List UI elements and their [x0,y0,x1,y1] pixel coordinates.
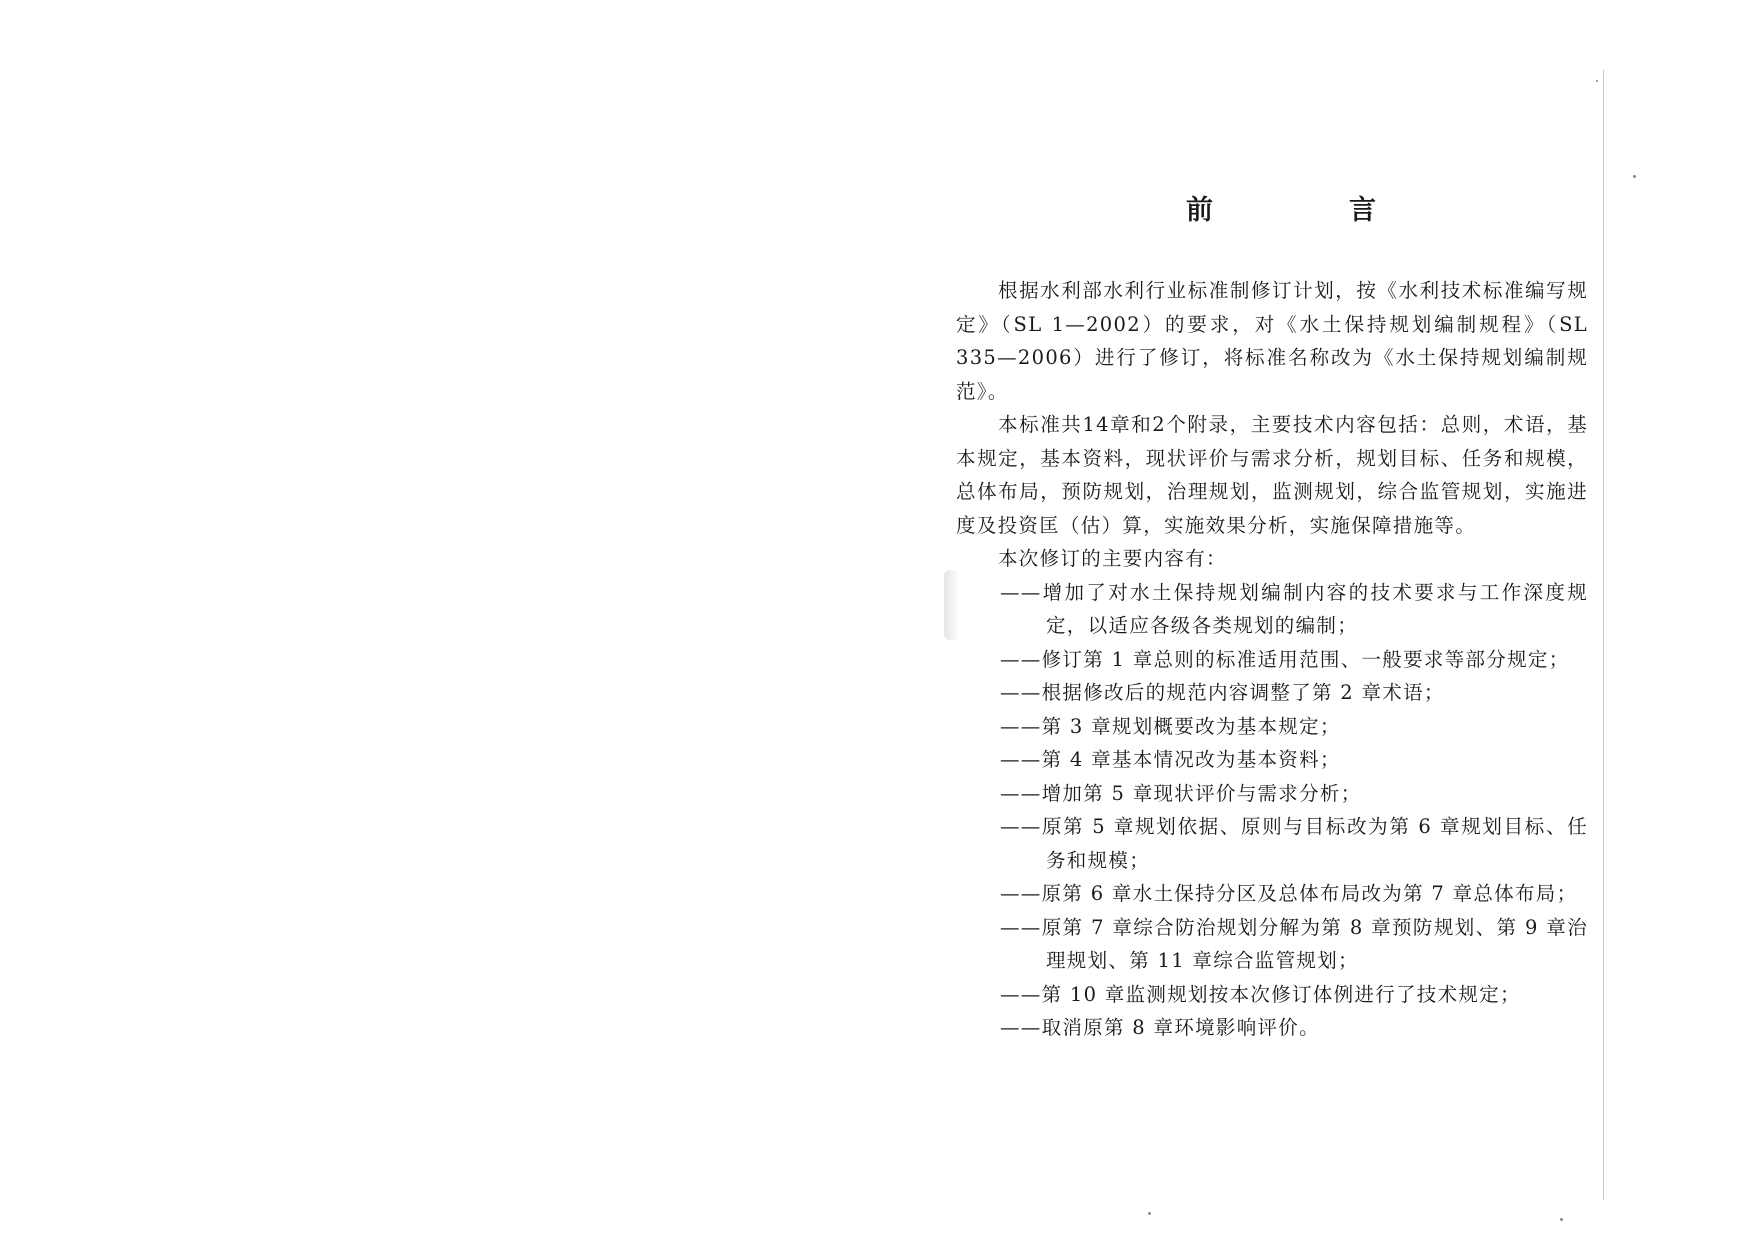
list-item: ——原第 6 章水土保持分区及总体布局改为第 7 章总体布局； [1000,882,1578,905]
title-char-1: 前 [1186,195,1213,226]
list-item: ——原第 5 章规划依据、原则与目标改为第 6 章规划目标、任务和规模； [1000,815,1588,872]
list-item: ——增加了对水土保持规划编制内容的技术要求与工作深度规定，以适应各级各类规划的编制； [1000,580,1588,637]
preface-body [956,274,1588,1045]
page-title [1186,188,1376,227]
paragraph-contents-summary: 本标准共14章和2个附录，主要技术内容包括：总则，术语，基本规定，基本资料，现状评价与需求分析，规划目标、任务和规模，总体布局，预防规划，治理规划，监测规划，综合监管规划，实施进度及投资匡（估）算，实施效果分析，实施保障措施等。 [956,413,1588,537]
scan-speck [1560,1218,1563,1221]
paragraph-revision-intro: 本次修订的主要内容有： [998,547,1227,570]
title-char-2: 言 [1349,195,1376,226]
scan-speck [1596,80,1598,82]
list-item: ——原第 7 章综合防治规划分解为第 8 章预防规划、第 9 章治理规划、第 11 章综合监管规划； [1000,915,1588,972]
scan-speck [1148,1212,1151,1215]
page-edge-line [1603,70,1604,1200]
list-item: ——第 4 章基本情况改为基本资料； [1000,748,1341,771]
list-item: ——第 3 章规划概要改为基本规定； [1000,714,1341,738]
list-item: ——增加第 5 章现状评价与需求分析； [1000,781,1362,805]
list-item: ——根据修改后的规范内容调整了第 2 章术语； [1000,681,1445,704]
paragraph-revision-basis: 根据水利部水利行业标准制修订计划，按《水利技术标准编写规定》（SL 1—2002）的要求，对《水土保持规划编制规程》（SL 335—2006）进行了修订，将标准名称改为《水土保持规划编制规范》。 [956,279,1588,403]
list-item: ——修订第 1 章总则的标准适用范围、一般要求等部分规定； [1000,647,1570,671]
revision-list [956,576,1588,1045]
list-item: ——第 10 章监测规划按本次修订体例进行了技术规定； [1000,982,1521,1006]
scan-speck [1633,175,1636,178]
list-item: ——取消原第 8 章环境影响评价。 [1000,1016,1320,1039]
